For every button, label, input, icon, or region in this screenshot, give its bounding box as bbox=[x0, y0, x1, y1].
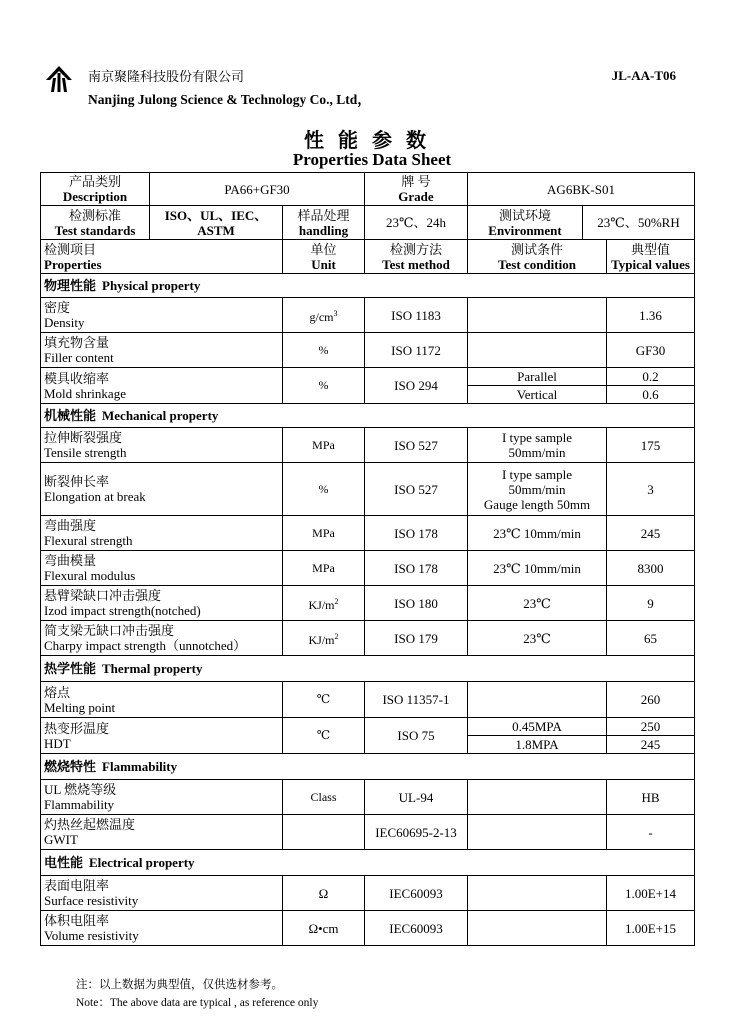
tensile-cond-1: I type sample bbox=[501, 430, 573, 445]
gwit-unit bbox=[283, 815, 365, 850]
shrink-name bbox=[41, 368, 283, 404]
volume-en: Volume resistivity bbox=[44, 928, 139, 943]
standards-label bbox=[41, 206, 150, 240]
table-row-tensile bbox=[41, 428, 695, 463]
izod-unit-text: KJ/m bbox=[308, 597, 335, 612]
table-row-melting-point bbox=[41, 682, 695, 718]
title-cn: 性能参数 bbox=[304, 130, 440, 152]
section-mechanical bbox=[41, 404, 695, 428]
elong-cond-1: I type sample bbox=[501, 466, 573, 482]
flex-str-condition: 23℃ 10mm/min bbox=[468, 516, 607, 551]
col-unit bbox=[283, 240, 365, 274]
document-code: JL-AA-T06 bbox=[611, 68, 676, 83]
charpy-value: 65 bbox=[607, 621, 695, 656]
ul-unit: Class bbox=[283, 780, 365, 815]
table-row-surface-resistivity bbox=[41, 876, 695, 911]
hdt-cn: 热变形温度 bbox=[44, 720, 110, 736]
melt-value: 260 bbox=[607, 682, 695, 718]
col-method-cn: 检测方法 bbox=[389, 241, 442, 257]
charpy-cn: 简支梁无缺口冲击强度 bbox=[44, 623, 175, 638]
elong-condition bbox=[468, 463, 607, 516]
table-row-volume-resistivity bbox=[41, 911, 695, 946]
filler-method: ISO 1172 bbox=[365, 333, 468, 368]
melt-cn: 熔点 bbox=[44, 684, 71, 700]
hdt-method: ISO 75 bbox=[365, 718, 468, 754]
izod-method: ISO 180 bbox=[365, 586, 468, 621]
section-electrical bbox=[41, 850, 695, 876]
shrink-condition-vertical: Vertical bbox=[468, 386, 607, 404]
gwit-name bbox=[41, 815, 283, 850]
melt-unit: ℃ bbox=[283, 682, 365, 718]
shrink-value-vertical: 0.6 bbox=[607, 386, 695, 404]
surface-method: IEC60093 bbox=[365, 876, 468, 911]
filler-value: GF30 bbox=[607, 333, 695, 368]
tensile-unit: MPa bbox=[283, 428, 365, 463]
handling-label-en: handling bbox=[298, 222, 349, 238]
standards-value-line2: ASTM bbox=[197, 222, 235, 238]
filler-condition bbox=[468, 333, 607, 368]
grade-label bbox=[365, 173, 468, 206]
izod-value: 9 bbox=[607, 586, 695, 621]
section-physical bbox=[41, 274, 695, 298]
ul-method: UL-94 bbox=[365, 780, 468, 815]
surface-en: Surface resistivity bbox=[44, 893, 139, 908]
section-flammability-title bbox=[41, 754, 695, 780]
section-thermal-en: Thermal property bbox=[102, 661, 203, 676]
gwit-en: GWIT bbox=[44, 832, 78, 847]
density-name bbox=[41, 298, 283, 333]
elong-method: ISO 527 bbox=[365, 463, 468, 516]
handling-label bbox=[283, 206, 365, 240]
gwit-cn: 灼热丝起燃温度 bbox=[44, 817, 136, 832]
gwit-condition bbox=[468, 815, 607, 850]
meta-row-description bbox=[41, 173, 695, 206]
section-thermal bbox=[41, 656, 695, 682]
col-properties bbox=[41, 240, 283, 274]
table-row-filler bbox=[41, 333, 695, 368]
flex-mod-name bbox=[41, 551, 283, 586]
tensile-cond-2: 50mm/min bbox=[508, 445, 566, 460]
col-value-cn: 典型值 bbox=[630, 241, 670, 257]
handling-label-cn: 样品处理 bbox=[297, 207, 350, 223]
grade-label-en: Grade bbox=[398, 189, 434, 204]
section-flammability-cn: 燃烧特性 bbox=[44, 759, 97, 774]
section-physical-en: Physical property bbox=[102, 278, 201, 293]
section-physical-title bbox=[41, 274, 695, 298]
volume-name bbox=[41, 911, 283, 946]
description-value: PA66+GF30 bbox=[150, 173, 365, 206]
volume-value: 1.00E+15 bbox=[607, 911, 695, 946]
charpy-name bbox=[41, 621, 283, 656]
col-condition-cn: 测试条件 bbox=[510, 241, 563, 257]
table-row-izod bbox=[41, 586, 695, 621]
surface-value: 1.00E+14 bbox=[607, 876, 695, 911]
note-en: Note：The above data are typical , as reference only bbox=[76, 997, 319, 1009]
charpy-unit-sup: 2 bbox=[334, 631, 339, 641]
ul-name bbox=[41, 780, 283, 815]
elong-en: Elongation at break bbox=[44, 489, 146, 504]
hdt-value-1: 250 bbox=[607, 718, 695, 736]
volume-cn: 体积电阻率 bbox=[44, 913, 110, 928]
col-condition bbox=[468, 240, 607, 274]
density-cn: 密度 bbox=[44, 300, 71, 315]
table-row-hdt bbox=[41, 718, 695, 736]
standards-label-cn: 检测标准 bbox=[68, 207, 121, 223]
section-thermal-title bbox=[41, 656, 695, 682]
surface-name bbox=[41, 876, 283, 911]
flex-mod-cn: 弯曲模量 bbox=[44, 553, 97, 568]
section-physical-cn: 物理性能 bbox=[44, 278, 97, 293]
density-value: 1.36 bbox=[607, 298, 695, 333]
meta-row-standards bbox=[41, 206, 695, 240]
section-mechanical-en: Mechanical property bbox=[102, 408, 219, 423]
flex-mod-method: ISO 178 bbox=[365, 551, 468, 586]
company-logo-icon bbox=[44, 64, 74, 94]
filler-en: Filler content bbox=[44, 350, 114, 365]
density-unit bbox=[283, 298, 365, 333]
gwit-value: - bbox=[607, 815, 695, 850]
hdt-condition-1: 0.45MPA bbox=[468, 718, 607, 736]
col-unit-en: Unit bbox=[311, 256, 336, 272]
grade-label-cn: 牌 号 bbox=[401, 174, 431, 189]
properties-table bbox=[40, 172, 695, 946]
col-method bbox=[365, 240, 468, 274]
grade-value: AG6BK-S01 bbox=[468, 173, 695, 206]
melt-name bbox=[41, 682, 283, 718]
charpy-unit-text: KJ/m bbox=[308, 632, 335, 647]
charpy-unit bbox=[283, 621, 365, 656]
melt-method: ISO 11357-1 bbox=[365, 682, 468, 718]
izod-unit-sup: 2 bbox=[334, 596, 339, 606]
tensile-condition bbox=[468, 428, 607, 463]
ul-condition bbox=[468, 780, 607, 815]
table-row-shrinkage bbox=[41, 368, 695, 386]
charpy-method: ISO 179 bbox=[365, 621, 468, 656]
charpy-condition: 23℃ bbox=[468, 621, 607, 656]
note-cn: 注：以上数据为典型值，仅供选材参考。 bbox=[76, 979, 283, 991]
description-label-cn: 产品类别 bbox=[68, 174, 121, 189]
col-properties-en: Properties bbox=[44, 256, 102, 272]
standards-label-en: Test standards bbox=[54, 222, 136, 238]
standards-value bbox=[150, 206, 283, 240]
flex-str-value: 245 bbox=[607, 516, 695, 551]
flex-mod-unit: MPa bbox=[283, 551, 365, 586]
tensile-name bbox=[41, 428, 283, 463]
section-electrical-en: Electrical property bbox=[89, 855, 195, 870]
table-row-flexural-modulus bbox=[41, 551, 695, 586]
filler-cn: 填充物含量 bbox=[44, 335, 110, 350]
shrink-condition-parallel: Parallel bbox=[468, 368, 607, 386]
description-label-en: Description bbox=[62, 189, 128, 204]
density-unit-sup: 3 bbox=[333, 308, 338, 318]
tensile-cn: 拉伸断裂强度 bbox=[44, 430, 123, 445]
density-condition bbox=[468, 298, 607, 333]
table-row-gwit bbox=[41, 815, 695, 850]
section-mechanical-title bbox=[41, 404, 695, 428]
table-row-flexural-strength bbox=[41, 516, 695, 551]
ul-en: Flammability bbox=[44, 797, 115, 812]
shrink-method: ISO 294 bbox=[365, 368, 468, 404]
filler-unit: % bbox=[283, 333, 365, 368]
tensile-method: ISO 527 bbox=[365, 428, 468, 463]
flex-str-name bbox=[41, 516, 283, 551]
tensile-en: Tensile strength bbox=[44, 445, 127, 460]
volume-condition bbox=[468, 911, 607, 946]
section-flammability-en: Flammability bbox=[102, 759, 178, 774]
density-en: Density bbox=[44, 315, 85, 330]
elong-unit: % bbox=[283, 463, 365, 516]
izod-cn: 悬臂梁缺口冲击强度 bbox=[44, 588, 162, 603]
flex-mod-condition: 23℃ 10mm/min bbox=[468, 551, 607, 586]
col-method-en: Test method bbox=[382, 256, 450, 272]
description-label bbox=[41, 173, 150, 206]
surface-unit: Ω bbox=[283, 876, 365, 911]
shrink-cn: 模具收缩率 bbox=[44, 370, 110, 386]
volume-method: IEC60093 bbox=[365, 911, 468, 946]
melt-condition bbox=[468, 682, 607, 718]
flex-str-method: ISO 178 bbox=[365, 516, 468, 551]
gwit-method: IEC60695-2-13 bbox=[365, 815, 468, 850]
izod-condition: 23℃ bbox=[468, 586, 607, 621]
elong-cond-2: 50mm/min bbox=[508, 481, 566, 497]
density-method: ISO 1183 bbox=[365, 298, 468, 333]
col-properties-cn: 检测项目 bbox=[44, 241, 97, 257]
col-condition-en: Test condition bbox=[498, 256, 576, 272]
section-electrical-cn: 电性能 bbox=[44, 855, 84, 870]
elong-cond-3: Gauge length 50mm bbox=[483, 496, 591, 512]
hdt-en: HDT bbox=[44, 735, 71, 751]
tensile-value: 175 bbox=[607, 428, 695, 463]
izod-unit bbox=[283, 586, 365, 621]
melt-en: Melting point bbox=[44, 699, 116, 715]
hdt-value-2: 245 bbox=[607, 736, 695, 754]
section-thermal-cn: 热学性能 bbox=[44, 661, 97, 676]
flex-str-unit: MPa bbox=[283, 516, 365, 551]
surface-condition bbox=[468, 876, 607, 911]
elong-name bbox=[41, 463, 283, 516]
environment-label-en: Environment bbox=[488, 222, 562, 238]
hdt-name bbox=[41, 718, 283, 754]
hdt-condition-2: 1.8MPA bbox=[468, 736, 607, 754]
elong-value: 3 bbox=[607, 463, 695, 516]
table-row-density bbox=[41, 298, 695, 333]
flex-mod-value: 8300 bbox=[607, 551, 695, 586]
filler-name bbox=[41, 333, 283, 368]
environment-label bbox=[468, 206, 583, 240]
surface-cn: 表面电阻率 bbox=[44, 878, 110, 893]
izod-name bbox=[41, 586, 283, 621]
ul-cn: UL 燃烧等级 bbox=[44, 782, 117, 797]
table-row-elongation bbox=[41, 463, 695, 516]
col-value bbox=[607, 240, 695, 274]
shrink-value-parallel: 0.2 bbox=[607, 368, 695, 386]
izod-en: Izod impact strength(notched) bbox=[44, 603, 201, 618]
density-unit-text: g/cm bbox=[309, 309, 334, 324]
ul-value: HB bbox=[607, 780, 695, 815]
flex-str-cn: 弯曲强度 bbox=[44, 518, 97, 533]
hdt-unit: ℃ bbox=[283, 718, 365, 754]
table-row-ul bbox=[41, 780, 695, 815]
company-name-cn: 南京聚隆科技股份有限公司 bbox=[88, 69, 245, 84]
flex-str-en: Flexural strength bbox=[44, 533, 133, 548]
standards-value-line1: ISO、UL、IEC、 bbox=[164, 207, 268, 223]
shrink-en: Mold shrinkage bbox=[44, 385, 126, 401]
elong-cn: 断裂伸长率 bbox=[44, 474, 110, 489]
flex-mod-en: Flexural modulus bbox=[44, 568, 136, 583]
col-unit-cn: 单位 bbox=[310, 241, 337, 257]
handling-value: 23℃、24h bbox=[365, 206, 468, 240]
col-value-en: Typical values bbox=[611, 256, 690, 272]
charpy-en: Charpy impact strength（unnotched） bbox=[44, 638, 247, 653]
environment-label-cn: 测试环境 bbox=[498, 207, 551, 223]
title-en: Properties Data Sheet bbox=[292, 150, 452, 169]
company-name-en: Nanjing Julong Science & Technology Co., Ltd， bbox=[88, 92, 371, 107]
environment-value: 23℃、50%RH bbox=[583, 206, 695, 240]
shrink-unit: % bbox=[283, 368, 365, 404]
section-flammability bbox=[41, 754, 695, 780]
column-header-row bbox=[41, 240, 695, 274]
volume-unit: Ω•cm bbox=[283, 911, 365, 946]
section-electrical-title bbox=[41, 850, 695, 876]
table-row-charpy bbox=[41, 621, 695, 656]
section-mechanical-cn: 机械性能 bbox=[44, 408, 97, 423]
